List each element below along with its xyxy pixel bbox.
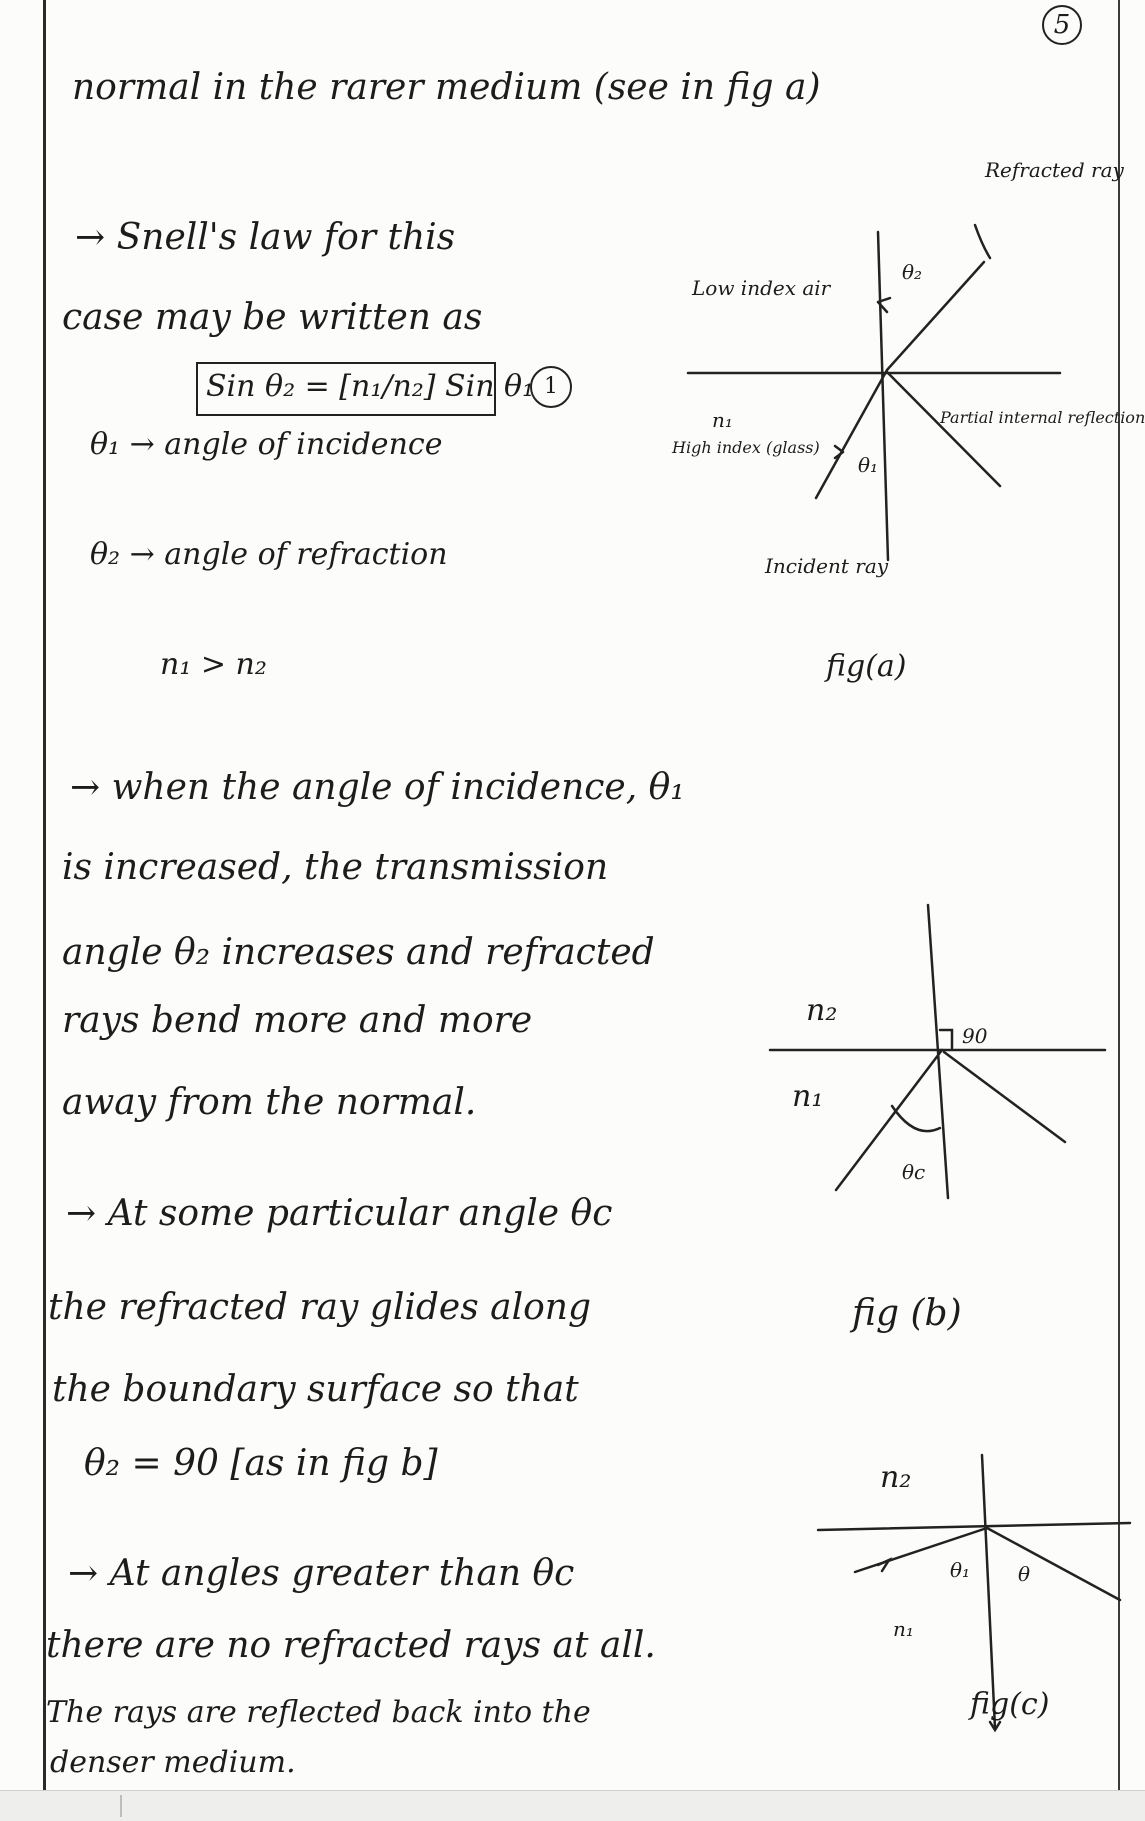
fig-b-incident-ray [836,1050,942,1190]
fig-a-refracted-label: Refracted ray [985,158,1124,182]
fig-c-boundary [818,1523,1130,1530]
text-line-18: The rays are reflected back into the [46,1695,591,1730]
fig-b-ninety: 90 [962,1024,988,1048]
fig-c-reflected-ray [987,1528,1120,1600]
fig-a-incident-label: Incident ray [765,554,889,578]
text-line-2: → Snell's law for this [75,217,456,258]
toolbar-segment-left[interactable] [0,1795,122,1817]
text-line-16: → At angles greater than θc [68,1553,575,1594]
fig-b-thetac: θc [902,1160,926,1184]
text-line-8: is increased, the transmission [62,847,609,888]
fig-a-label-pointer [975,225,990,258]
fig-a-reflected-ray [887,372,1000,486]
snell-formula: Sin θ₂ = [n₁/n₂] Sin θ₁ [206,369,535,404]
page-number: 5 [1042,5,1082,45]
fig-c-n2: n₂ [880,1460,912,1495]
text-line-12: → At some particular angle θc [66,1193,613,1234]
text-line-11: away from the normal. [62,1082,477,1123]
text-line-3: case may be written as [62,297,483,338]
fig-a-low-index-label: Low index air [692,276,831,300]
fig-b-n1: n₁ [792,1079,824,1114]
fig-a-caption: fig(a) [826,649,907,684]
text-line-17: there are no refracted rays at all. [46,1625,656,1666]
text-line-15: θ₂ = 90 [as in fig b] [84,1443,438,1484]
text-line-19: denser medium. [50,1745,296,1780]
text-line-1: normal in the rarer medium (see in fig a) [72,67,821,108]
fig-c-theta1: θ₁ [950,1558,971,1582]
fig-a-theta2: θ₂ [902,260,923,284]
fig-c-caption: fig(c) [970,1687,1050,1722]
text-line-13: the refracted ray glides along [48,1287,592,1328]
text-line-5: θ₂ → angle of refraction [90,537,448,572]
fig-a-normal [878,232,888,560]
fig-b-caption: fig (b) [852,1293,962,1334]
text-line-4: θ₁ → angle of incidence [90,427,443,462]
text-line-10: rays bend more and more [62,1000,533,1041]
fig-b-n2: n₂ [806,993,838,1028]
text-line-6: n₁ > n₂ [160,647,267,682]
equation-number: 1 [530,366,572,408]
text-line-9: angle θ₂ increases and refracted [62,932,655,973]
fig-a-incident-ray [816,370,887,498]
fig-c-theta: θ [1018,1562,1031,1586]
bottom-toolbar [0,1790,1145,1821]
fig-b-reflected-ray [944,1052,1065,1142]
fig-a-n1: n₁ [712,408,733,432]
toolbar-segment-right[interactable] [122,1795,322,1817]
fig-a-theta1: θ₁ [858,453,879,477]
text-line-7: → when the angle of incidence, θ₁ [70,767,685,808]
fig-c-n1: n₁ [893,1617,914,1641]
fig-a-partial-label: Partial internal reflection [940,408,1145,427]
text-line-14: the boundary surface so that [52,1369,579,1410]
fig-a-high-index-label: High index (glass) [672,438,820,457]
